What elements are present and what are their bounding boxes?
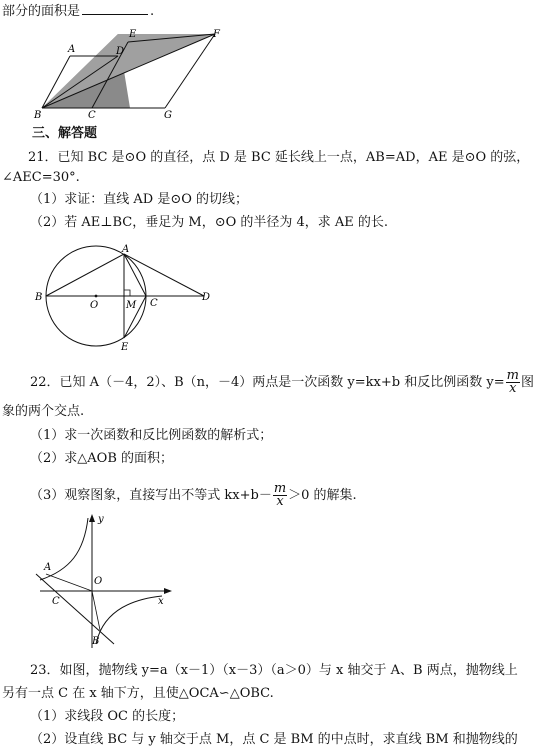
y-axis-arrow bbox=[89, 514, 95, 522]
q23-part1: （1）求线段 OC 的长度； bbox=[30, 709, 185, 724]
fig3-label-o: O bbox=[94, 576, 103, 587]
right-angle-mark bbox=[124, 290, 130, 296]
fraction-denominator: x bbox=[509, 381, 517, 396]
segment-ao bbox=[46, 574, 92, 591]
q22-line2: 象的两个交点. bbox=[2, 404, 85, 419]
q22-part3-end: ＞0 的解集. bbox=[288, 488, 357, 503]
fig3-label-b: B bbox=[92, 636, 100, 647]
fig3-label-c: C bbox=[52, 596, 60, 607]
q21-line2: ∠AEC=30°. bbox=[2, 170, 80, 185]
fraction-numerator: m bbox=[506, 368, 519, 383]
figure-function-graph bbox=[30, 512, 180, 652]
q21-part2: （2）若 AE⊥BC，垂足为 M，⊙O 的半径为 4，求 AE 的长. bbox=[30, 215, 389, 230]
tangent-ad bbox=[124, 254, 204, 296]
center-dot bbox=[95, 295, 98, 298]
fig2-label-c: C bbox=[150, 298, 158, 309]
q22-part3-text: （3）观察图象，直接写出不等式 kx+b－ bbox=[30, 488, 272, 503]
q22-part3 bbox=[30, 483, 357, 508]
q22-line1-text: 22．已知 A（－4，2）、B（n，－4）两点是一次函数 y=kx+b 和反比例函数 y= bbox=[30, 375, 505, 390]
fraction-m-over-x-2 bbox=[273, 483, 287, 508]
q21-line1: 21．已知 BC 是⊙O 的直径，点 D 是 BC 延长线上一点，AB=AD，AE 是⊙O 的弦， bbox=[28, 150, 530, 165]
fig1-label-g: G bbox=[164, 110, 172, 120]
intro-end: . bbox=[150, 4, 155, 19]
q23-line1: 23．如图，抛物线 y=a（x－1）（x－3）（a＞0）与 x 轴交于 A、B 两点，抛物线上 bbox=[30, 663, 518, 678]
fig1-label-c: C bbox=[88, 110, 96, 120]
q22-line1-end: 图 bbox=[520, 375, 534, 390]
fig2-label-a: A bbox=[122, 244, 130, 255]
fig3-label-y: y bbox=[98, 514, 104, 525]
figure-circle-tangent bbox=[30, 244, 220, 356]
fig2-label-e: E bbox=[121, 342, 129, 353]
section-title: 三、解答题 bbox=[32, 126, 98, 141]
fig3-label-x: x bbox=[158, 596, 164, 607]
fig3-label-a: A bbox=[44, 562, 52, 573]
figure-parallelograms bbox=[30, 24, 230, 120]
fig1-label-f: F bbox=[213, 29, 220, 40]
q21-part1: （1）求证：直线 AD 是⊙O 的切线； bbox=[30, 192, 249, 207]
fig2-label-m: M bbox=[126, 300, 137, 311]
chord-ba bbox=[46, 254, 124, 296]
intro-text: 部分的面积是 bbox=[2, 4, 81, 19]
fig2-label-b: B bbox=[35, 292, 43, 303]
q23-line2: 另有一点 C 在 x 轴下方，且使△OCA∽△OBC. bbox=[2, 686, 274, 701]
answer-blank bbox=[82, 2, 148, 15]
intro-line bbox=[2, 2, 154, 20]
q22-part2: （2）求△AOB 的面积； bbox=[30, 451, 174, 466]
segment-ob bbox=[92, 591, 100, 630]
q23-part2: （2）设直线 BC 与 y 轴交于点 M，点 C 是 BM 的中点时，求直线 BM 和抛物线的 bbox=[30, 732, 518, 747]
fig1-label-d: D bbox=[116, 46, 125, 57]
q22-line1 bbox=[30, 370, 534, 395]
fraction-numerator-2: m bbox=[273, 481, 287, 496]
fig1-label-a: A bbox=[68, 44, 76, 55]
fraction-m-over-x bbox=[506, 370, 520, 395]
fig1-label-b: B bbox=[34, 110, 42, 120]
x-axis-arrow bbox=[164, 588, 172, 594]
fig2-label-o: O bbox=[90, 300, 99, 311]
fraction-denominator-2: x bbox=[276, 494, 284, 509]
q22-part1: （1）求一次函数和反比例函数的解析式； bbox=[30, 428, 273, 443]
fig1-label-e: E bbox=[129, 29, 137, 40]
fig2-label-d: D bbox=[202, 292, 211, 303]
